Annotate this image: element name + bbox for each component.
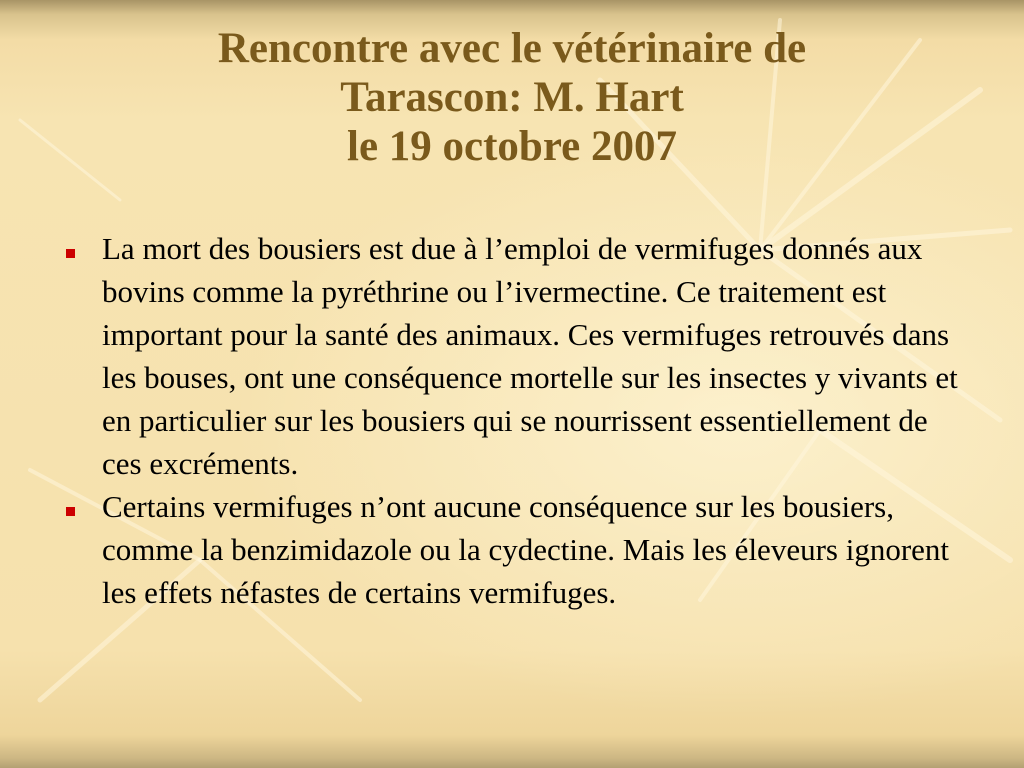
bullet-item-2 (62, 485, 962, 614)
square-bullet-icon (66, 249, 75, 258)
bullet-text-2: Certains vermifuges n’ont aucune conséquence sur les bousiers, comme la benzimidazole ou la cydectine. Mais les éleveurs ignorent les effets néfastes de certains vermifuges. (102, 489, 950, 610)
title-line-2: Tarascon: M. Hart (340, 74, 684, 121)
title-line-3: le 19 octobre 2007 (347, 123, 677, 170)
title-line-1: Rencontre avec le vétérinaire de (217, 25, 807, 72)
square-bullet-icon (66, 507, 75, 516)
bullet-list (62, 227, 962, 614)
bullet-text-1: La mort des bousiers est due à l’emploi de vermifuges donnés aux bovins comme la pyréthrine ou l’ivermectine. Ce traitement est important pour la santé des animaux. Ces vermifuges retrouvés dans les bouses, ont une conséquence mortelle sur les insectes y vivants et en particulier sur les bousiers qui se nourrissent essentiellement de ces excréments. (102, 231, 958, 481)
bullet-item-1 (62, 227, 962, 485)
slide-title (70, 24, 954, 171)
